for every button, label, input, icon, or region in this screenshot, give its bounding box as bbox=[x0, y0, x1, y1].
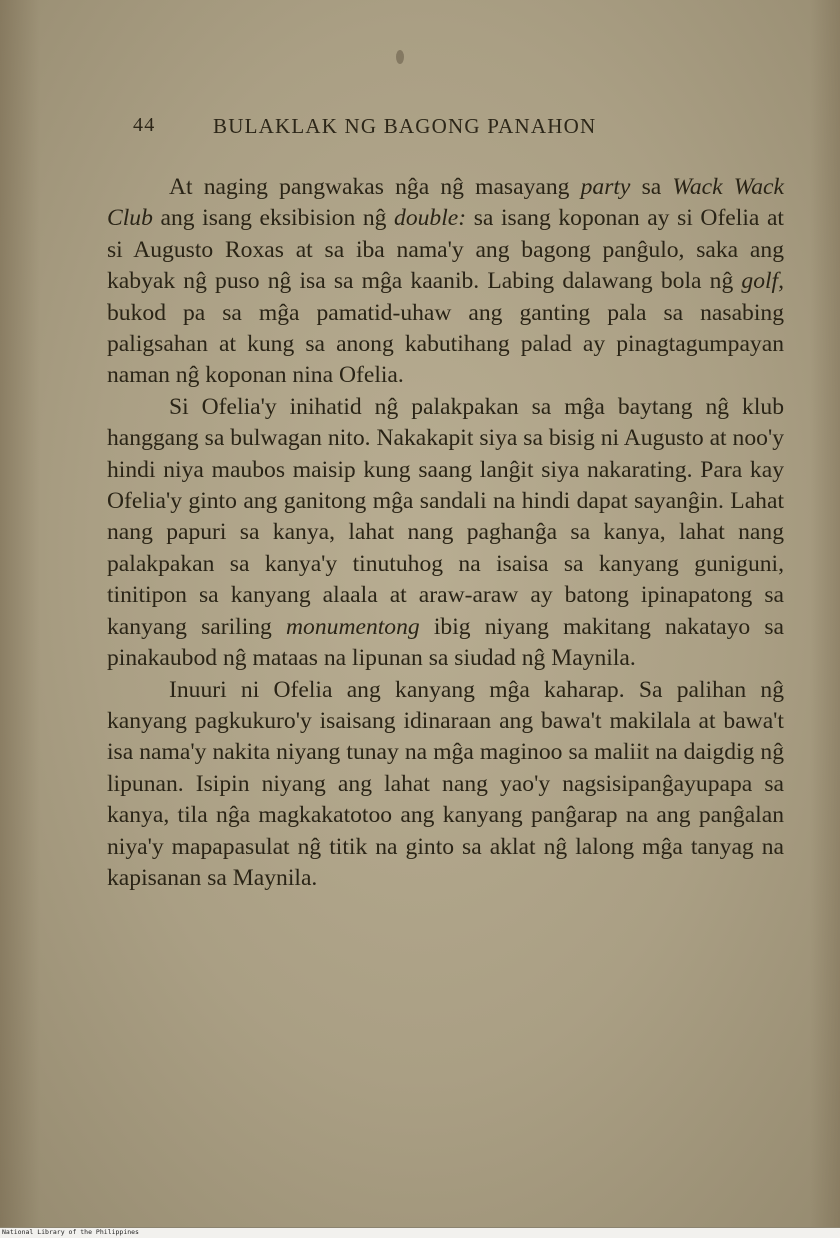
running-header bbox=[133, 114, 783, 144]
text-run: bukod pa sa mĝa pamatid-uhaw ang ganting pala sa nasabing paligsahan at kung sa anong kabutihang palad ay pinagtagumpayan naman nĝ koponan nina Ofelia. bbox=[107, 299, 784, 389]
body-text bbox=[107, 172, 784, 894]
text-run: Inuuri ni Ofelia ang kanyang mĝa kaharap. Sa palihan nĝ kanyang pagkukuro'y isaisang idinaraan ang bawa't makilala at bawa't isa nama'y nakita niyang tunay na mĝa maginoo sa maliit na daigdig nĝ lipunan. Isipin niyang ang lahat nang yao'y nagsisipanĝayupapa sa kanya, tila nĝa magkakatotoo ang kanyang panĝarap na ang panĝalan niya'y mapapasulat nĝ titik na ginto sa aklat nĝ lalong mĝa tanyag na kapisanan sa Maynila. bbox=[107, 676, 784, 891]
text-run: sa bbox=[630, 174, 673, 200]
paragraph-2 bbox=[107, 392, 784, 675]
page-number: 44 bbox=[133, 114, 156, 136]
library-credit: National Library of the Philippines bbox=[2, 1228, 139, 1236]
page-shadow-left bbox=[0, 0, 40, 1228]
book-title: BULAKLAK NG BAGONG PANAHON bbox=[213, 114, 597, 138]
footer-bar bbox=[0, 1227, 840, 1238]
italic-text-run: double: bbox=[394, 205, 467, 232]
italic-text-run: Wack Wack Club bbox=[107, 174, 785, 232]
text-run: Si Ofelia'y inihatid nĝ palakpakan sa mĝa baytang nĝ klub hanggang sa bulwagan nito. Nakakapit siya sa bisig ni Augusto at noo'y hindi niya maubos maisip kung saang lanĝit siya nakarating. Para kay Ofelia'y ginto ang ganitong mĝa sandali na hindi dapat sayanĝin. Lahat nang papuri sa kanya, lahat nang paghanĝa sa kanya, lahat nang palakpakan sa kanya'y tinutuhog na isaisa sa kanyang guniguni, tinitipon sa kanyang alaala at araw-araw ay batong ipinapatong sa kanyang sariling bbox=[107, 393, 784, 640]
page-shadow-right bbox=[810, 0, 840, 1228]
text-run: ibig niyang makitang nakatayo sa pinakaubod nĝ mataas na lipunan sa siudad nĝ Maynila. bbox=[107, 613, 784, 672]
italic-text-run: party bbox=[580, 174, 631, 200]
paragraph-1 bbox=[107, 172, 784, 392]
text-run: ang isang eksibision nĝ bbox=[152, 205, 395, 232]
text-run: At naging pangwakas nĝa nĝ masayang bbox=[169, 174, 581, 200]
ink-smudge bbox=[396, 50, 404, 64]
italic-text-run: monumentong bbox=[286, 613, 420, 640]
text-run: sa isang koponan ay si Ofelia at si Augusto Roxas at sa iba nama'y ang bagong panĝulo, saka ang kabyak nĝ puso nĝ isa sa mĝa kaanib. Labing dalawang bola nĝ bbox=[107, 205, 784, 295]
italic-text-run: golf, bbox=[741, 268, 784, 295]
paragraph-3 bbox=[107, 675, 784, 895]
